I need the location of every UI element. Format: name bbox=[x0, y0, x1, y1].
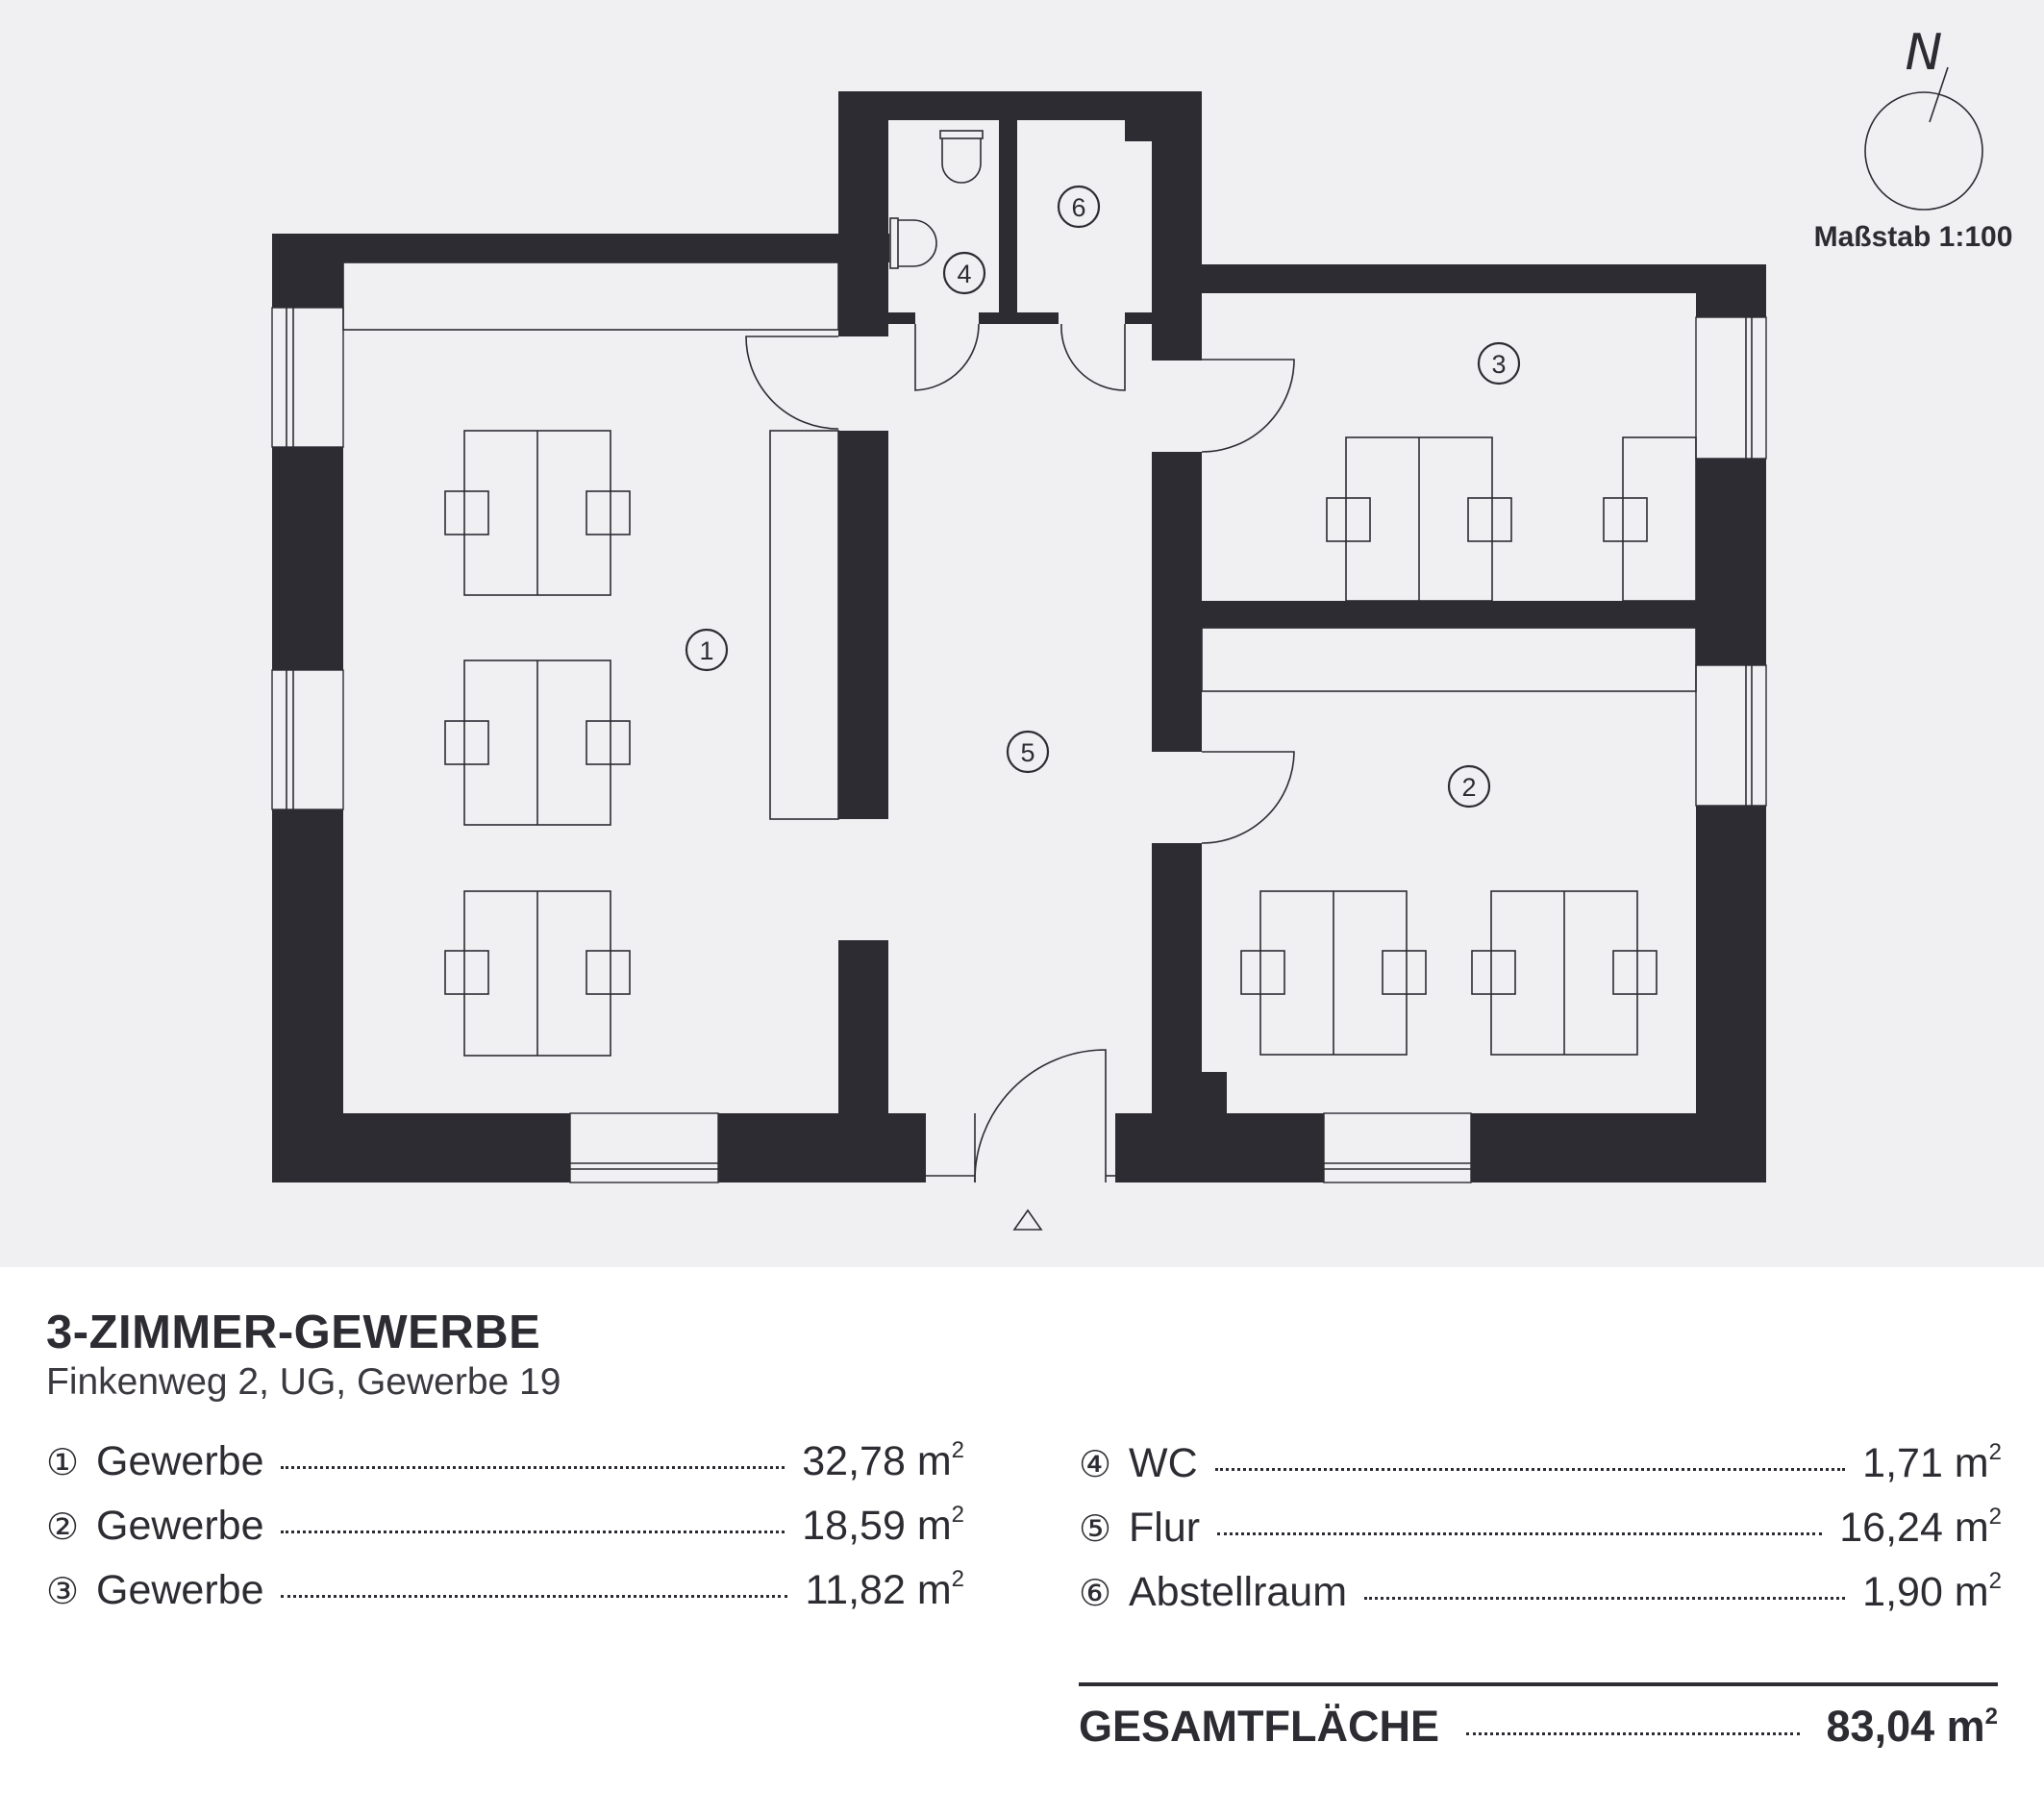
room-list-right bbox=[1079, 1440, 2002, 1633]
scale-label: Maßstab 1:100 bbox=[1813, 221, 2013, 253]
address-subtitle: Finkenweg 2, UG, Gewerbe 19 bbox=[46, 1361, 561, 1403]
room-marker-2 bbox=[1449, 766, 1489, 807]
room-number: ① bbox=[46, 1443, 80, 1483]
room-area: 1,71 $m^2$ bbox=[1862, 1439, 2002, 1486]
room-marker-5 bbox=[1008, 732, 1048, 772]
total-area-row bbox=[1079, 1702, 1998, 1752]
room-marker-6 bbox=[1059, 187, 1099, 227]
room-area: 11,82 $m^2$ bbox=[805, 1566, 964, 1613]
svg-text:N: N bbox=[1905, 24, 1943, 82]
room-name: WC bbox=[1129, 1440, 1198, 1486]
room-row bbox=[46, 1503, 964, 1567]
dot-leader bbox=[281, 1531, 785, 1533]
room-area: 32,78 $m^2$ bbox=[802, 1437, 964, 1484]
sanitary-fixtures bbox=[890, 131, 983, 268]
room-area: 1,90 $m^2$ bbox=[1862, 1568, 2002, 1615]
room-number: ③ bbox=[46, 1572, 80, 1612]
room-name: Flur bbox=[1129, 1505, 1201, 1551]
svg-text:3: 3 bbox=[1491, 350, 1507, 379]
room-row bbox=[1079, 1505, 2002, 1569]
total-label: GESAMTFLÄCHE bbox=[1079, 1702, 1439, 1751]
compass-icon bbox=[1865, 24, 1982, 210]
dot-leader bbox=[1215, 1468, 1846, 1471]
room-marker-3 bbox=[1479, 343, 1519, 384]
room-name: Gewerbe bbox=[96, 1503, 264, 1549]
total-area: 83,04 $m^2$ bbox=[1826, 1702, 1998, 1751]
room-name: Abstellraum bbox=[1129, 1569, 1348, 1615]
room-list-left bbox=[46, 1438, 969, 1631]
room-marker-1 bbox=[686, 630, 727, 670]
dot-leader bbox=[1217, 1532, 1822, 1535]
walls bbox=[272, 91, 1766, 1182]
windows bbox=[272, 308, 1766, 1182]
room-row bbox=[1079, 1440, 2002, 1505]
svg-text:2: 2 bbox=[1461, 773, 1477, 802]
page-title: 3-ZIMMER-GEWERBE bbox=[46, 1307, 541, 1358]
room-number: ⑥ bbox=[1079, 1574, 1112, 1614]
room-name: Gewerbe bbox=[96, 1567, 264, 1613]
room-row bbox=[1079, 1569, 2002, 1633]
room-area: 18,59 $m^2$ bbox=[802, 1502, 964, 1549]
dot-leader bbox=[1466, 1732, 1800, 1735]
svg-text:1: 1 bbox=[699, 636, 714, 665]
room-name: Gewerbe bbox=[96, 1438, 264, 1484]
svg-text:6: 6 bbox=[1071, 193, 1086, 222]
room-marker-4 bbox=[944, 253, 985, 293]
dot-leader bbox=[281, 1466, 785, 1469]
room-number: ② bbox=[46, 1507, 80, 1548]
furniture bbox=[445, 431, 1696, 1056]
dot-leader bbox=[1364, 1597, 1845, 1600]
dot-leader bbox=[281, 1595, 787, 1598]
entrance-marker-icon bbox=[1014, 1210, 1041, 1230]
svg-text:5: 5 bbox=[1020, 738, 1035, 767]
svg-text:4: 4 bbox=[957, 260, 972, 288]
room-row bbox=[46, 1567, 964, 1631]
room-row bbox=[46, 1438, 964, 1503]
room-number: ④ bbox=[1079, 1445, 1112, 1485]
room-number: ⑤ bbox=[1079, 1509, 1112, 1550]
total-divider bbox=[1079, 1682, 1998, 1686]
room-area: 16,24 $m^2$ bbox=[1839, 1504, 2002, 1551]
